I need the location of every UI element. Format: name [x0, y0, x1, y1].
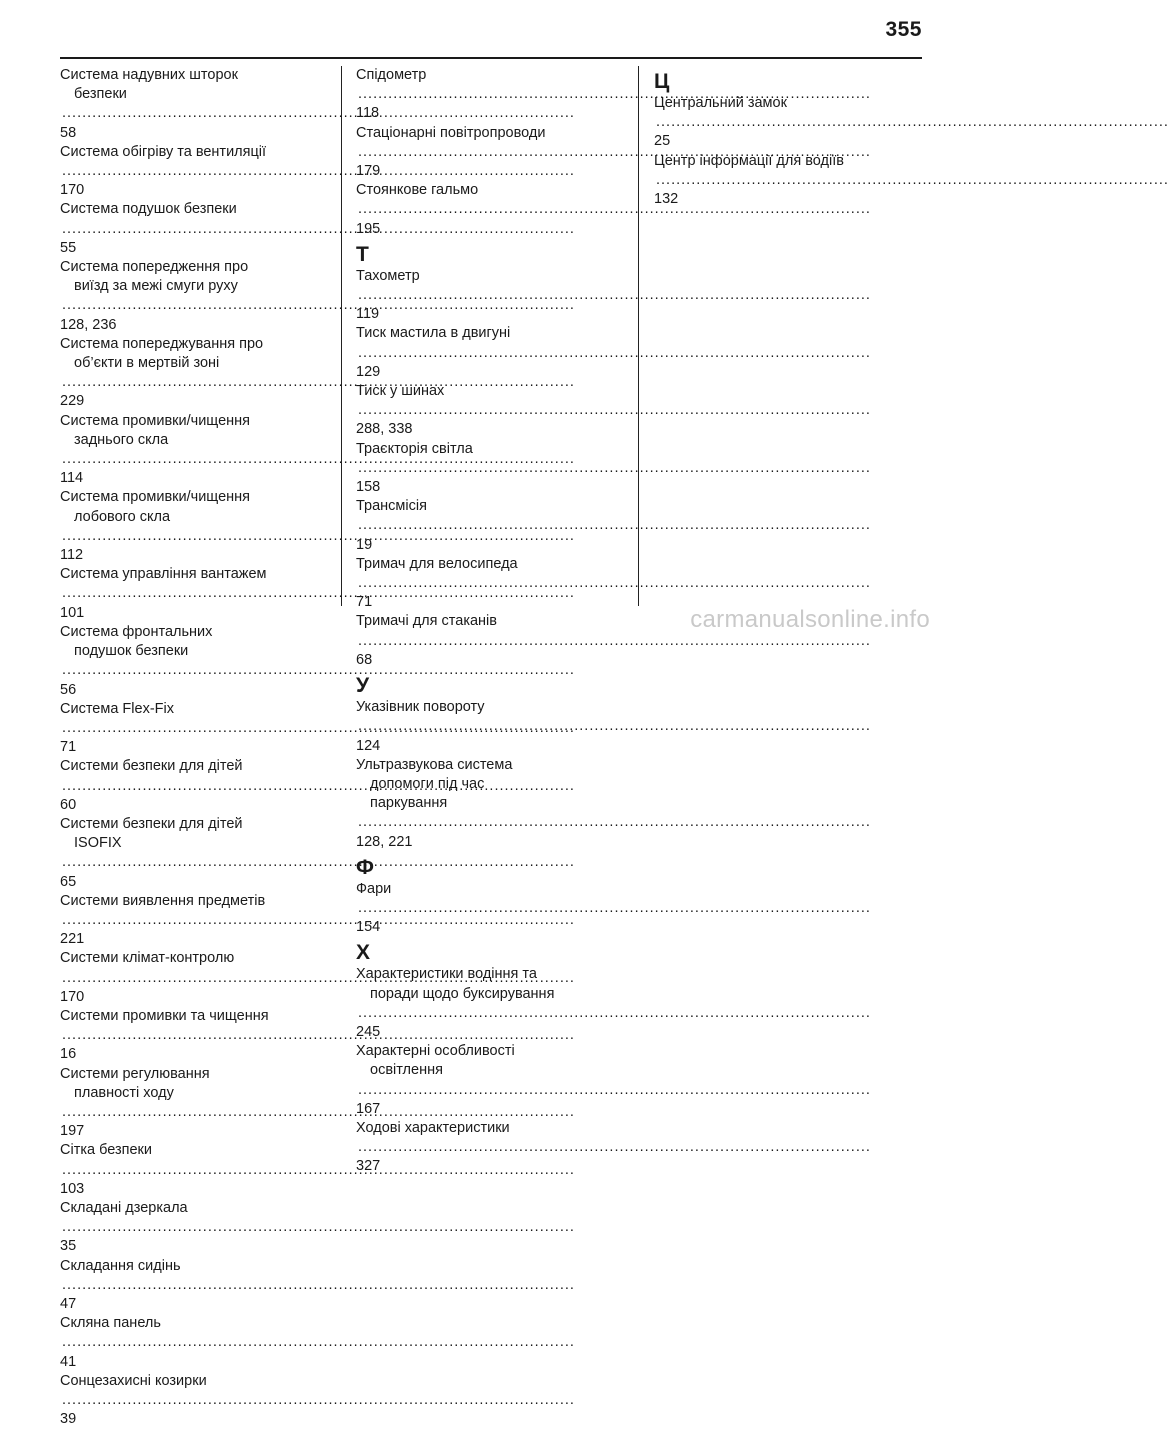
entry-term: Система фронтальних: [60, 623, 213, 640]
dot-leader: [62, 450, 320, 469]
index-entry: [356, 267, 622, 325]
dot-leader: [358, 813, 620, 832]
dot-leader: [656, 113, 920, 132]
dot-leader: [358, 899, 620, 918]
entry-term: Система управління вантажем: [60, 566, 267, 583]
column-divider: [638, 66, 639, 606]
entry-term: Сонцезахисні козирки: [60, 1372, 207, 1389]
page-refs: 25: [654, 133, 671, 150]
entry-term: Ходові характеристики: [356, 1119, 510, 1136]
index-entry: [356, 497, 622, 555]
page-refs: 124: [356, 737, 381, 754]
dot-leader: [62, 296, 320, 315]
dot-leader: [62, 969, 320, 988]
index-entry: [356, 1119, 622, 1177]
dot-leader: [62, 1218, 320, 1237]
section-letter: Ц: [654, 70, 670, 93]
dot-leader: [358, 459, 620, 478]
dot-leader: [358, 143, 620, 162]
page-refs: 195: [356, 220, 381, 237]
entry-term: Система обігріву та вентиляції: [60, 143, 267, 160]
entry-term: Фари: [356, 880, 392, 897]
entry-term: паркування: [370, 795, 448, 812]
entry-term: подушок безпеки: [74, 643, 189, 660]
page-refs: 288, 338: [356, 421, 413, 438]
page-refs: 35: [60, 1238, 77, 1255]
index-entry: [356, 612, 622, 670]
index-entry: [356, 440, 622, 498]
entry-term: Скляна панель: [60, 1315, 161, 1332]
entry-term: Ультразвукова система: [356, 756, 513, 773]
entry-term: плавності ходу: [74, 1084, 174, 1101]
dot-leader: [62, 162, 320, 181]
entry-term: Центр інформації для водіїв: [654, 152, 844, 169]
entry-term: Система промивки/чищення: [60, 489, 251, 506]
page-refs: 71: [60, 739, 77, 756]
page-refs: 65: [60, 873, 77, 890]
index-column-1: [60, 66, 322, 1429]
dot-leader: [358, 1138, 620, 1157]
entry-term: об’єкти в мертвій зоні: [74, 355, 220, 372]
entry-term: Стаціонарні повітропроводи: [356, 124, 546, 141]
page-refs: 71: [356, 594, 373, 611]
dot-leader: [62, 527, 320, 546]
page-refs: 101: [60, 604, 85, 621]
entry-term: Спідометр: [356, 67, 427, 83]
dot-leader: [62, 1391, 320, 1410]
index-entry: [60, 1314, 322, 1372]
index-entry: [60, 488, 322, 565]
index-entry: [60, 1372, 322, 1429]
entry-term: допомоги під час: [370, 775, 485, 792]
index-entry: [60, 565, 322, 623]
entry-term: Система попередження про: [60, 259, 249, 276]
dot-leader: [358, 85, 620, 104]
entry-term: Складані дзеркала: [60, 1199, 188, 1216]
index-entry: [356, 756, 622, 852]
dot-leader: [62, 719, 320, 738]
index-entry: [356, 124, 622, 182]
watermark: carmanualsonline.info: [690, 606, 930, 633]
index-entry: [356, 555, 622, 613]
header-rule: [60, 57, 922, 59]
page-refs: 245: [356, 1023, 381, 1040]
page-refs: 167: [356, 1100, 381, 1117]
index-entry: [60, 623, 322, 700]
page-refs: 154: [356, 919, 381, 936]
page-refs: 41: [60, 1353, 77, 1370]
page-refs: 114: [60, 470, 84, 487]
dot-leader: [62, 777, 320, 796]
dot-leader: [62, 911, 320, 930]
entry-term: виїзд за межі смуги руху: [74, 278, 238, 295]
dot-leader: [358, 632, 620, 651]
page-refs: 197: [60, 1123, 85, 1140]
section-letter: Х: [356, 941, 371, 965]
page-number: 355: [885, 18, 922, 41]
index-entry: [356, 965, 622, 1042]
dot-leader: [358, 574, 620, 593]
index-entry: [356, 324, 622, 382]
index-entry: [60, 1199, 322, 1257]
entry-term: Центральний замок: [654, 95, 787, 111]
dot-leader: [62, 853, 320, 872]
page-refs: 170: [60, 988, 85, 1005]
entry-term: Стоянкове гальмо: [356, 182, 479, 199]
entry-term: Система промивки/чищення: [60, 412, 251, 429]
index-entry: [60, 1257, 322, 1315]
index-entry: [356, 880, 622, 938]
index-entry: [356, 698, 622, 756]
index-entry: [60, 258, 322, 335]
dot-leader: [656, 171, 920, 190]
entry-term: Система Flex-Fix: [60, 700, 174, 717]
dot-leader: [62, 661, 320, 680]
index-entry: [60, 143, 322, 201]
page-refs: 129: [356, 363, 381, 380]
index-entry: [356, 382, 622, 440]
dot-leader: [62, 1276, 320, 1295]
entry-term: Системи безпеки для дітей: [60, 758, 243, 775]
entry-term: Системи регулювання: [60, 1065, 210, 1082]
dot-leader: [358, 286, 620, 305]
page-refs: 16: [60, 1046, 77, 1063]
page-refs: 55: [60, 239, 77, 256]
index-entry: [60, 1141, 322, 1199]
column-divider: [341, 66, 342, 606]
index-entry: [60, 412, 322, 489]
entry-term: Тримачі для стаканів: [356, 613, 497, 630]
entry-term: Тиск у шинах: [356, 383, 445, 400]
dot-leader: [62, 1026, 320, 1045]
entry-term: Указівник повороту: [356, 699, 485, 716]
index-entry: [356, 181, 622, 239]
page-refs: 103: [60, 1180, 85, 1197]
entry-term: Система подушок безпеки: [60, 201, 237, 218]
dot-leader: [358, 717, 620, 736]
page-refs: 68: [356, 651, 373, 668]
dot-leader: [358, 344, 620, 363]
page-refs: 39: [60, 1411, 77, 1428]
entry-term: Системи клімат-контролю: [60, 950, 235, 967]
entry-term: Тримач для велосипеда: [356, 555, 518, 572]
entry-term: Складання сидінь: [60, 1257, 181, 1274]
entry-term: Характеристики водіння та: [356, 966, 537, 983]
page-refs: 19: [356, 536, 373, 553]
entry-term: Системи виявлення предметів: [60, 892, 266, 909]
page-refs: 221: [60, 931, 85, 948]
index-entry: [60, 757, 322, 815]
dot-leader: [62, 220, 320, 239]
entry-term: Характерні особливості: [356, 1043, 515, 1060]
entry-term: Тиск мастила в двигуні: [356, 325, 511, 342]
index-entry: [356, 66, 622, 124]
entry-term: Системи промивки та чищення: [60, 1007, 269, 1024]
page-refs: 128, 236: [60, 316, 117, 333]
dot-leader: [358, 516, 620, 535]
index-entry: [60, 815, 322, 892]
index-entry: [60, 892, 322, 950]
index-entry: [60, 1007, 322, 1065]
dot-leader: [358, 200, 620, 219]
dot-leader: [62, 104, 320, 123]
index-column-3: [654, 66, 922, 209]
dot-leader: [358, 1004, 620, 1023]
entry-term: Системи безпеки для дітей: [60, 815, 243, 832]
page-refs: 112: [60, 547, 84, 564]
entry-term: Система надувних шторок: [60, 67, 238, 83]
dot-leader: [358, 401, 620, 420]
entry-term: Трансмісія: [356, 498, 427, 515]
section-letter: Т: [356, 242, 369, 266]
page-refs: 60: [60, 796, 77, 813]
section-letter: У: [356, 674, 370, 698]
entry-term: Система попереджування про: [60, 335, 264, 352]
entry-term: поради щодо буксирування: [370, 985, 555, 1002]
entry-term: Сітка безпеки: [60, 1142, 152, 1159]
index-column-2: [356, 66, 622, 1177]
page-refs: 58: [60, 124, 77, 141]
page-refs: 119: [356, 306, 380, 323]
index-entry: [60, 949, 322, 1007]
index-entry: [654, 152, 922, 210]
index-entry: [60, 200, 322, 258]
entry-term: ISOFIX: [74, 835, 122, 852]
page-refs: 118: [356, 105, 380, 122]
dot-leader: [358, 1081, 620, 1100]
page-refs: 179: [356, 163, 381, 180]
index-entry: [60, 700, 322, 758]
index-entry: [60, 1065, 322, 1142]
page-refs: 229: [60, 393, 85, 410]
entry-term: лобового скла: [74, 508, 171, 525]
index-entry: [60, 66, 322, 143]
dot-leader: [62, 584, 320, 603]
index-entry: [654, 94, 922, 152]
entry-term: безпеки: [74, 86, 127, 103]
entry-term: Тахометр: [356, 267, 420, 284]
page-refs: 47: [60, 1296, 77, 1312]
index-entry: [356, 1042, 622, 1119]
entry-term: Траєкторія світла: [356, 440, 473, 457]
index-entry: [60, 335, 322, 412]
entry-term: заднього скла: [74, 431, 169, 448]
page-refs: 128, 221: [356, 833, 413, 850]
dot-leader: [62, 1161, 320, 1180]
dot-leader: [62, 1103, 320, 1122]
page-refs: 158: [356, 479, 381, 496]
page-refs: 327: [356, 1158, 381, 1175]
page-refs: 56: [60, 681, 77, 698]
page-refs: 170: [60, 182, 85, 199]
dot-leader: [62, 1333, 320, 1352]
entry-term: освітлення: [370, 1062, 443, 1079]
dot-leader: [62, 373, 320, 392]
section-letter: Ф: [356, 855, 374, 879]
page-refs: 132: [654, 191, 679, 208]
